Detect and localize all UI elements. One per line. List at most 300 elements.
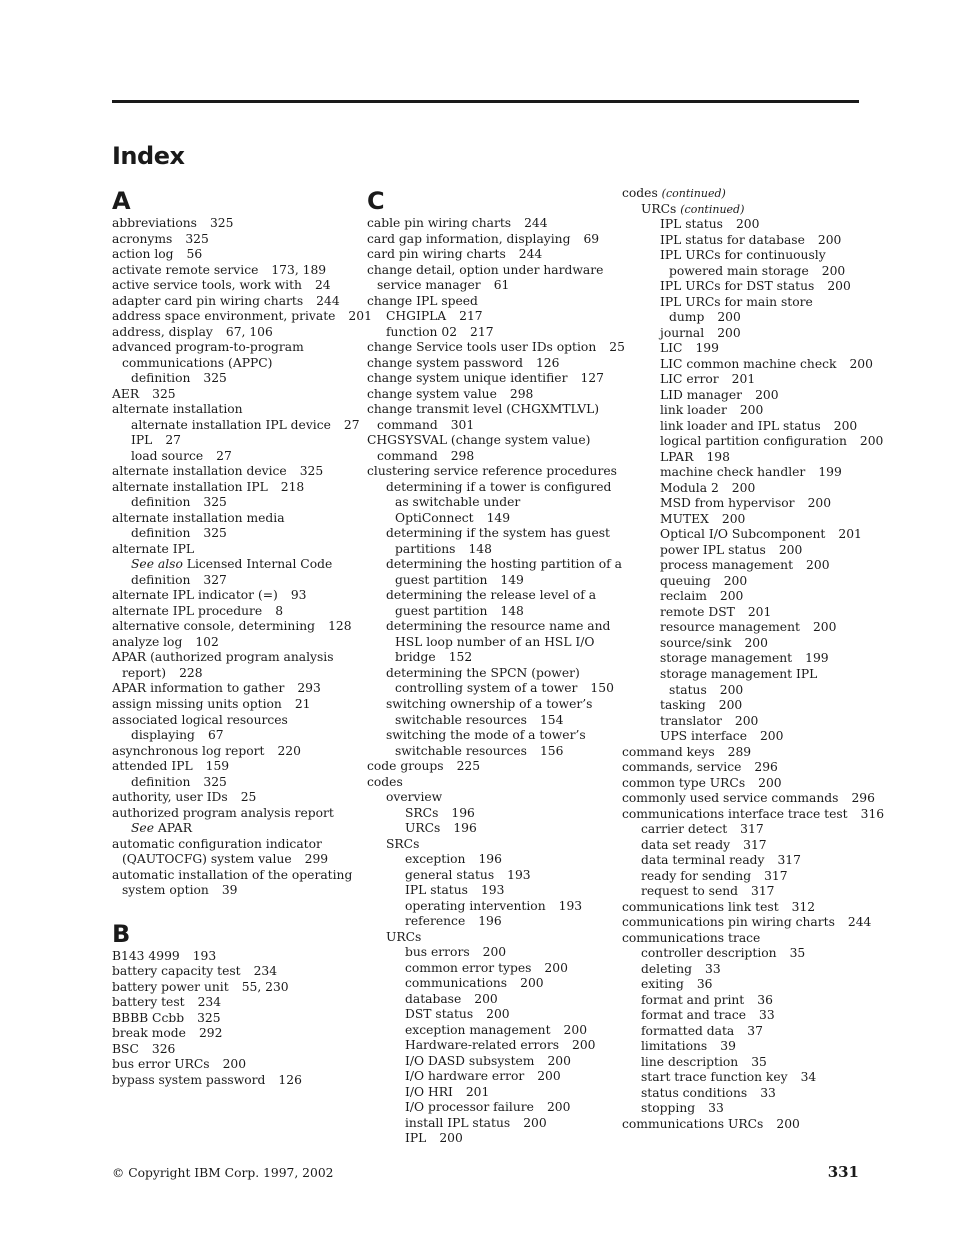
page-reference: 200 [563,1022,588,1037]
index-entry [112,806,352,822]
index-entry [622,481,862,497]
index-term: definition [131,495,191,510]
page-reference: 200 [222,1057,247,1072]
page-reference: 325 [209,216,234,230]
page-reference: 37 [747,1023,763,1038]
index-entry [367,1054,607,1070]
index-entry [367,495,607,511]
index-term: link loader [660,403,727,418]
index-term: URCs [641,201,681,216]
index-term: IPL URCs for DST status [660,279,815,294]
index-term: change Service tools user IDs option [367,340,597,355]
index-term: controlling system of a tower [395,681,578,696]
index-entry [622,419,862,435]
index-term: battery test [112,995,185,1010]
page-reference: 27 [343,417,360,432]
index-term: tasking [660,698,706,713]
index-term: link loader and IPL status [660,418,821,433]
page-reference: 200 [719,589,744,604]
index-term: IPL [131,433,153,448]
index-term: change system password [367,355,523,370]
index-entry [112,790,352,806]
index-entry [367,899,607,915]
page-reference: 200 [537,1069,561,1084]
index-term: action log [112,247,174,262]
index-term: I/O hardware error [405,1069,525,1084]
index-entry [367,356,607,372]
index-entry [367,216,607,232]
page-reference: 93 [290,588,307,603]
index-term: analyze log [112,634,183,649]
page-reference: 200 [776,1116,800,1131]
index-entry [367,449,607,465]
index-term: LIC error [660,372,719,387]
index-term: source/sink [660,635,732,650]
index-entry [622,496,862,512]
index-term: change transmit level (CHGXMTLVL) [367,402,600,417]
index-entry [622,806,885,823]
page-reference: 24 [314,278,331,293]
page-reference: 325 [203,371,227,386]
index-entry [112,417,360,434]
index-entry [622,884,862,900]
index-term: alternative console, determining [112,619,316,634]
index-entry [112,949,352,965]
index-term: alternate IPL indicator (=) [112,588,278,603]
index-entry [112,775,352,791]
index-term: machine check handler [660,465,806,480]
index-entry [622,620,862,636]
page-reference: 200 [486,1007,510,1022]
page-reference: 198 [706,449,730,464]
index-term: automatic configuration indicator [112,836,322,851]
page-reference: 39 [720,1039,736,1054]
index-entry [622,1008,862,1024]
index-term: change detail, option under hardware [367,262,604,277]
index-term: commands, service [622,760,742,775]
index-term: IPL URCs for main store [660,294,813,309]
index-term: determining if a tower is configured [386,479,612,494]
index-entry [622,822,862,838]
index-entry [367,790,607,806]
page-number: 331 [827,1163,859,1181]
index-entry [367,402,607,418]
index-term: alternate installation media [112,510,285,525]
continued-marker: (continued) [661,187,726,200]
index-entry [622,651,862,667]
section-gap [112,899,352,919]
index-term: system option [122,883,209,898]
index-entry [367,371,607,387]
index-entry [112,868,352,884]
page-reference: 200 [520,976,544,991]
index-entry [367,325,607,341]
index-entry [367,650,607,666]
index-entry [367,1131,607,1147]
page-reference: 293 [297,681,321,696]
index-term: battery capacity test [112,964,241,979]
index-term: HSL loop number of an HSL I/O [395,634,595,649]
index-column-1 [112,186,372,1088]
index-entry [112,542,352,558]
page-reference: 200 [719,682,744,697]
index-entry [112,1026,352,1042]
index-entry [367,914,607,930]
index-entry [112,852,352,868]
page-reference: 325 [185,231,209,246]
page-reference: 200 [547,1053,571,1068]
index-entry [622,915,872,931]
index-term: queuing [660,573,711,588]
index-term: IPL status for database [660,232,805,247]
page-reference: 156 [539,743,564,758]
index-entry [367,666,607,682]
page-reference: 200 [482,945,507,960]
page-reference: 201 [747,604,772,619]
index-term: Hardware-related errors [405,1038,560,1053]
index-section-letter: A [112,187,131,215]
index-term: service manager [377,278,481,293]
page-reference: 39 [221,883,238,898]
index-entry [112,883,352,899]
index-term: powered main storage [669,263,809,278]
page-reference: 33 [759,1008,775,1023]
index-entry [367,961,607,977]
index-entry [622,264,862,280]
page-reference: 200 [821,263,846,278]
index-term: alternate IPL [112,541,195,556]
index-entry [112,573,352,589]
page-reference: 217 [470,324,494,339]
index-term: I/O HRI [405,1084,453,1099]
page-reference: 200 [833,418,858,433]
index-term: as switchable under [395,495,521,510]
index-entry [622,745,862,761]
index-entry [367,542,607,558]
page-reference: 301 [450,417,475,432]
index-term: command keys [622,744,715,759]
index-entry [367,728,607,744]
index-entry [112,232,352,248]
page-reference: 200 [739,403,764,418]
index-entry [622,202,862,218]
index-entry [112,1011,352,1027]
index-term: alternate installation IPL [112,479,268,494]
index-term: change system value [367,386,497,401]
index-entry [367,852,607,868]
index-entry [622,1101,862,1117]
index-term: switching ownership of a tower’s [386,696,593,711]
page-reference: 201 [465,1084,490,1099]
page-reference: 159 [205,759,230,774]
cross-reference-marker: See [131,821,158,836]
index-entry [112,821,352,837]
index-entry [112,278,352,294]
index-term: load source [131,448,204,463]
page-reference: 196 [453,821,477,836]
index-term: cable pin wiring charts [367,216,512,230]
index-term: translator [660,713,722,728]
index-term: definition [131,774,191,789]
index-term: switchable resources [395,743,527,758]
index-entry [622,993,862,1009]
index-entry [367,1038,607,1054]
index-term: IPL [405,1131,427,1146]
index-entry [622,667,862,683]
index-entry [622,1039,862,1055]
page-reference: 201 [838,527,862,542]
index-entry [622,977,862,993]
index-entry [367,992,607,1008]
page-reference: 228 [179,665,203,680]
index-entry [622,946,862,962]
index-entry [367,806,607,822]
index-entry [112,619,352,635]
page-reference: 234 [197,995,222,1010]
index-term: battery power unit [112,979,229,994]
index-entry [112,309,372,325]
page-reference: 296 [754,760,778,775]
index-entry [367,588,607,604]
index-term: resource management [660,620,800,635]
page-reference: 200 [849,356,873,371]
index-term: function 02 [386,324,458,339]
page-reference: 317 [751,884,775,899]
index-term: LPAR [660,449,694,464]
index-term: B143 4999 [112,948,180,963]
index-term: data set ready [641,837,731,852]
index-entry [367,713,607,729]
index-term: adapter card pin wiring charts [112,293,304,308]
index-entry [112,263,352,279]
page-reference: 148 [468,541,492,556]
index-entry [367,744,607,760]
page-reference: 33 [708,1101,724,1116]
index-entry [367,1100,607,1116]
index-term: advanced program-to-program [112,340,304,355]
index-entry [622,186,862,202]
index-entry [112,356,352,372]
index-term: status [669,682,707,697]
page-reference: 55, 230 [241,979,289,994]
index-term: carrier detect [641,822,728,837]
page-reference: 193 [507,867,531,882]
index-entry [622,372,862,388]
index-entry [622,1024,862,1040]
page-reference: 193 [192,948,217,963]
index-term: communications link test [622,899,779,914]
index-term: MUTEX [660,511,709,526]
page-reference: 200 [734,713,759,728]
index-term: (QAUTOCFG) system value [122,852,292,867]
index-term: authorized program analysis report [112,805,334,820]
index-term: communications interface trace test [622,806,848,821]
page-reference: 200 [758,775,782,790]
page-reference: 27 [165,433,181,448]
index-entry [367,883,607,899]
page-reference: 325 [197,1010,221,1025]
index-term: command [377,417,438,432]
index-term: URCs [386,929,422,944]
index-entry [367,1023,607,1039]
index-entry [112,402,352,418]
index-term: card pin wiring charts [367,247,506,262]
page-reference: 21 [294,696,311,711]
index-entry [622,233,862,249]
index-term: determining if the system has guest [386,526,610,541]
index-term: LIC [660,341,683,356]
page-reference: 127 [580,371,604,386]
index-entry [367,387,607,403]
index-term: associated logical resources [112,712,288,727]
index-entry [112,340,352,356]
page-reference: 201 [348,309,372,324]
page-reference: 217 [459,309,483,324]
index-term: ready for sending [641,868,752,883]
index-entry [622,341,862,357]
index-term: acronyms [112,231,173,246]
index-entry [622,326,862,342]
index-term: power IPL status [660,542,766,557]
index-term: stopping [641,1101,696,1116]
index-term: format and trace [641,1008,747,1023]
index-entry [622,1055,862,1071]
index-entry [367,945,607,961]
page-reference: 225 [456,759,481,774]
index-term: install IPL status [405,1115,511,1130]
index-term: SRCs [386,836,420,851]
index-term: SRCs [405,805,439,820]
index-term: report) [122,665,167,680]
index-entry [367,681,614,697]
index-term: change system unique identifier [367,371,568,386]
index-entry [367,479,612,496]
index-term: codes [622,186,662,200]
index-term: line description [641,1054,739,1069]
index-term: active service tools, work with [112,278,302,293]
index-entry [622,403,862,419]
index-term: guest partition [395,603,488,618]
page-reference: 200 [817,232,842,247]
index-entry [367,294,607,310]
page-reference: 200 [723,573,748,588]
page-reference: 200 [474,991,498,1006]
index-entry [112,681,352,697]
index-term: communications [405,976,508,991]
index-entry [367,263,607,279]
page-reference: 196 [451,805,475,820]
index-term: I/O processor failure [405,1100,534,1115]
index-entry [367,278,607,294]
index-term: overview [386,790,443,805]
index-term: common error types [405,960,532,975]
index-term: alternate IPL procedure [112,603,263,618]
page-reference: 316 [860,806,885,821]
index-term: determining the release level of a [386,588,597,603]
index-term: commonly used service commands [622,791,839,806]
index-entry [112,697,352,713]
index-entry [112,759,352,775]
index-entry [112,964,352,980]
index-term: dump [669,310,705,325]
index-entry [112,666,352,682]
index-term: address, display [112,324,213,339]
page-reference: 312 [791,899,816,914]
index-term: OptiConnect [395,510,474,525]
index-term: command [377,448,438,463]
index-term: request to send [641,884,739,899]
index-entry [112,526,352,542]
index-term: IPL URCs for continuously [660,248,826,263]
index-entry [622,465,862,481]
index-entry [622,434,884,450]
page-reference: 102 [195,634,219,649]
index-term: bridge [395,650,436,665]
index-entry [112,247,352,263]
page-reference: 193 [558,898,583,913]
index-term: common type URCs [622,775,746,790]
index-term: IPL status [660,217,723,232]
page-reference: 244 [847,915,872,930]
page-reference: 35 [789,946,806,961]
index-term: code groups [367,759,444,774]
index-term: switching the mode of a tower’s [386,728,586,743]
index-term: start trace function key [641,1070,788,1085]
index-term: switchable resources [395,712,527,727]
index-term: BSC [112,1041,139,1056]
index-term: attended IPL [112,759,193,774]
page-reference: 325 [203,495,227,510]
page-reference: 200 [812,620,837,635]
page-reference: 128 [328,619,352,634]
index-term: reference [405,914,466,929]
page-reference: 149 [500,572,524,587]
page-reference: 25 [609,340,625,355]
page-reference: 325 [299,464,324,479]
page-reference: 36 [757,992,773,1007]
index-term: reclaim [660,589,707,604]
index-entry [367,309,607,325]
page-reference: 218 [280,479,305,494]
index-entry [367,247,607,263]
index-entry [112,995,352,1011]
index-term: BBBB Ccbb [112,1010,185,1025]
page-reference: 149 [486,510,511,525]
index-entry [112,635,352,651]
index-term: logical partition configuration [660,434,847,449]
index-entry [112,511,352,527]
index-entry [622,388,862,404]
index-term: APAR (authorized program analysis [112,650,334,665]
index-entry [367,604,607,620]
index-entry [367,1007,607,1023]
page-reference: 200 [717,325,741,340]
index-entry [367,573,607,589]
index-term: address space environment, private [112,309,336,324]
index-column-3 [622,186,885,1132]
index-entry [112,1042,352,1058]
index-term: alternate installation IPL device [131,417,331,432]
page-reference: 200 [778,542,803,557]
page-reference: 196 [478,852,502,867]
index-term: formatted data [641,1023,735,1038]
page-reference: 289 [727,744,752,759]
index-entry [622,714,862,730]
index-term: exception [405,852,466,867]
index-term: I/O DASD subsystem [405,1053,535,1068]
index-entry [367,976,607,992]
page-reference: 200 [546,1100,571,1115]
